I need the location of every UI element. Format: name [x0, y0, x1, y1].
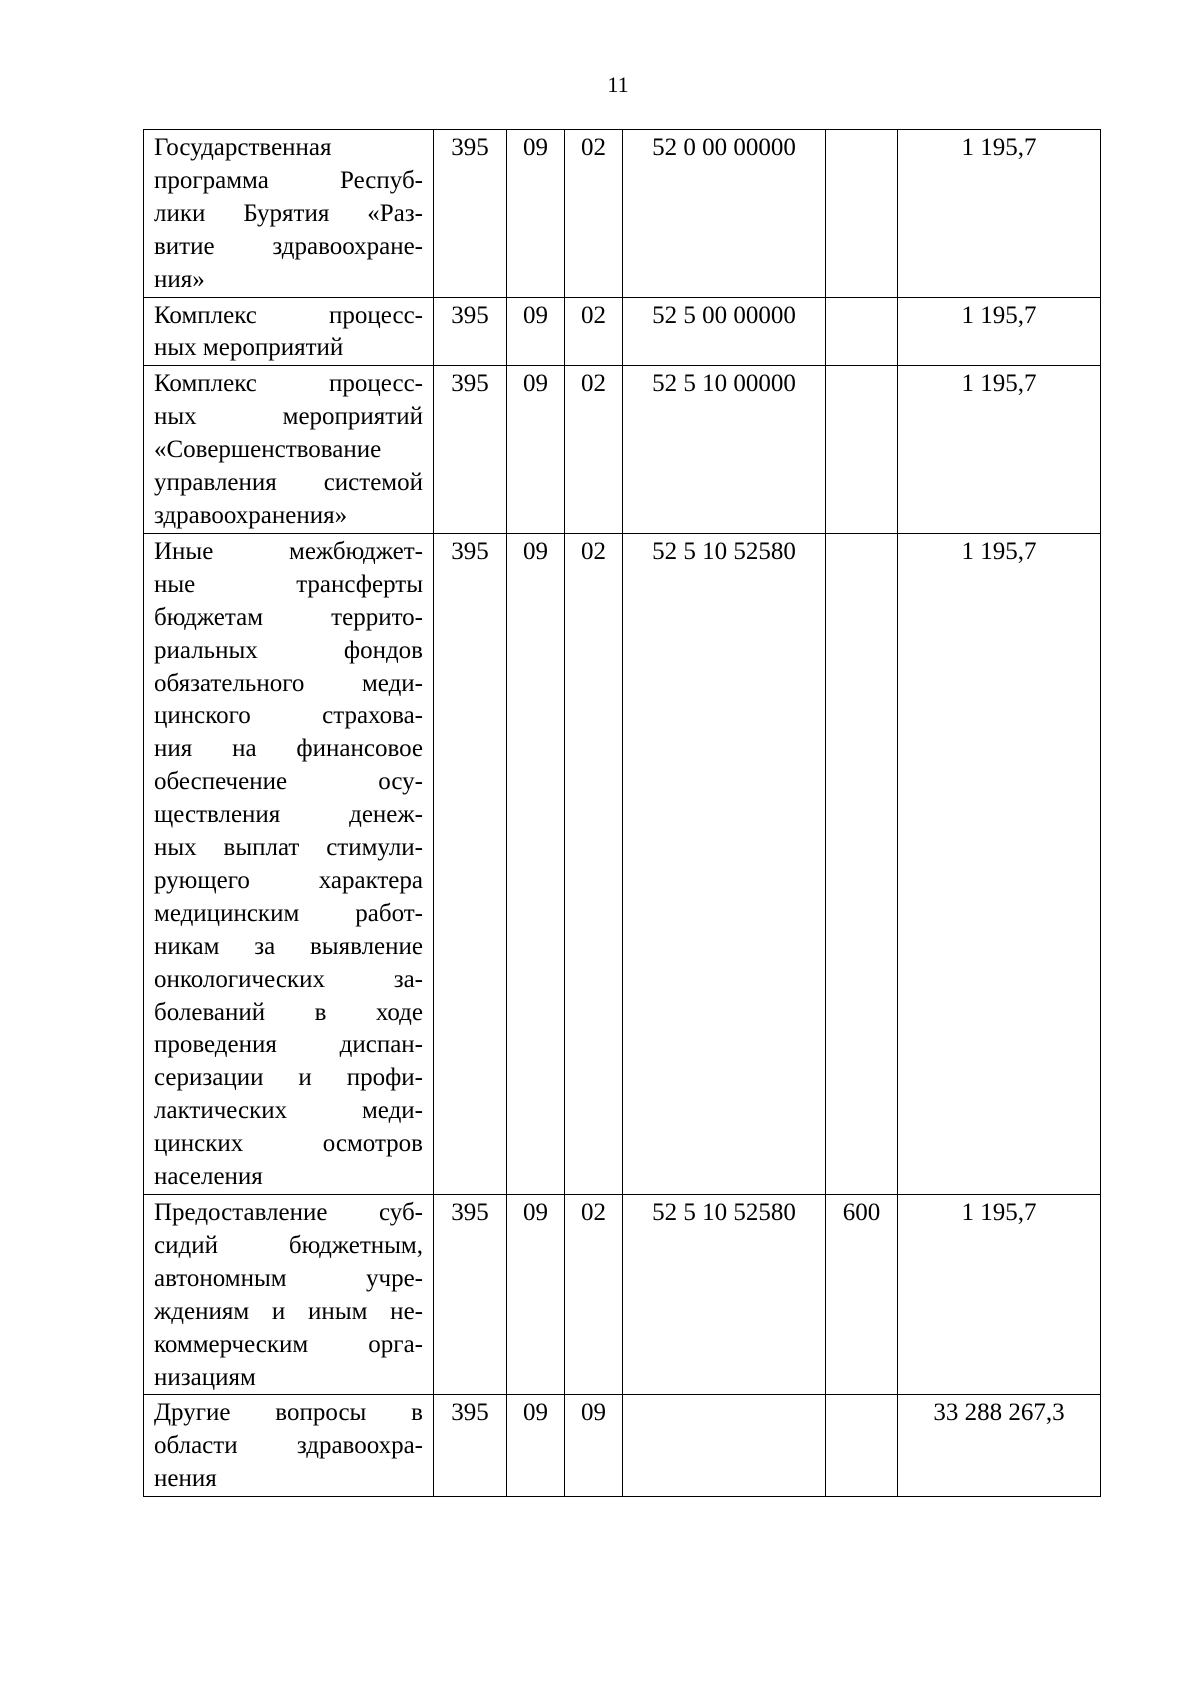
- name-line: автономным учре-: [154, 1264, 423, 1292]
- section-cell: 09: [507, 1195, 565, 1395]
- name-line: онкологических за-: [154, 965, 423, 993]
- section-cell: 09: [507, 130, 565, 298]
- name-line: управления системой: [154, 469, 423, 497]
- name-line: рующего характера: [154, 866, 423, 894]
- target-article-cell: 52 5 00 00000: [623, 297, 826, 366]
- table-row: [144, 130, 1101, 298]
- name-line: серизации и профи-: [154, 1064, 423, 1092]
- table-row: [144, 1395, 1101, 1497]
- name-line: проведения диспан-: [154, 1031, 423, 1059]
- expense-type-cell: [826, 366, 898, 534]
- name-line: Иные межбюджет-: [154, 537, 423, 565]
- section-cell: 09: [507, 533, 565, 1194]
- name-line: ния на финансовое: [154, 735, 423, 763]
- grbs-cell: 395: [434, 366, 507, 534]
- table-row: [144, 297, 1101, 366]
- name-line: ных мероприятий: [154, 403, 423, 431]
- subsection-cell: 02: [565, 1195, 623, 1395]
- expense-type-cell: 600: [826, 1195, 898, 1395]
- amount-cell: 1 195,7: [898, 533, 1101, 1194]
- grbs-cell: 395: [434, 297, 507, 366]
- table-body: [144, 130, 1101, 1497]
- name-line: ществления денеж-: [154, 801, 423, 829]
- name-line: ния»: [154, 265, 205, 293]
- name-line: бюджетам террито-: [154, 603, 423, 631]
- target-article-cell: 52 5 10 52580: [623, 1195, 826, 1395]
- row-name-cell: [144, 366, 434, 534]
- amount-cell: 1 195,7: [898, 1195, 1101, 1395]
- name-line: ждениям и иным не-: [154, 1297, 423, 1325]
- amount-cell: 1 195,7: [898, 130, 1101, 298]
- subsection-cell: 09: [565, 1395, 623, 1497]
- target-article-cell: [623, 1395, 826, 1497]
- name-line: «Совершенствование: [154, 436, 382, 464]
- grbs-cell: 395: [434, 1195, 507, 1395]
- section-cell: 09: [507, 1395, 565, 1497]
- table-row: [144, 1195, 1101, 1395]
- name-line: сидий бюджетным,: [154, 1231, 423, 1259]
- name-line: низациям: [154, 1363, 256, 1391]
- name-line: медицинским работ-: [154, 899, 423, 927]
- name-line: ных выплат стимули-: [154, 834, 423, 862]
- name-line: цинских осмотров: [154, 1130, 423, 1158]
- row-name-cell: [144, 1395, 434, 1497]
- name-line: Другие вопросы в: [154, 1399, 423, 1427]
- row-name-cell: [144, 1195, 434, 1395]
- row-name-cell: [144, 130, 434, 298]
- name-line: Государственная: [154, 134, 332, 161]
- grbs-cell: 395: [434, 1395, 507, 1497]
- target-article-cell: 52 0 00 00000: [623, 130, 826, 298]
- amount-cell: 1 195,7: [898, 297, 1101, 366]
- name-line: ные трансферты: [154, 570, 423, 598]
- name-line: Комплекс процесс-: [154, 370, 423, 398]
- row-name-cell: [144, 297, 434, 366]
- name-line: витие здравоохране-: [154, 232, 423, 260]
- table-row: [144, 533, 1101, 1194]
- name-line: лики Бурятия «Раз-: [154, 199, 423, 227]
- section-cell: 09: [507, 366, 565, 534]
- target-article-cell: 52 5 10 52580: [623, 533, 826, 1194]
- expense-type-cell: [826, 130, 898, 298]
- name-line: обязательного меди-: [154, 669, 423, 697]
- expense-type-cell: [826, 533, 898, 1194]
- row-name-cell: [144, 533, 434, 1194]
- expense-type-cell: [826, 297, 898, 366]
- name-line: Комплекс процесс-: [154, 301, 423, 329]
- name-line: Предоставление суб-: [154, 1199, 423, 1226]
- name-line: нения: [154, 1465, 217, 1493]
- subsection-cell: 02: [565, 297, 623, 366]
- name-line: лактических меди-: [154, 1097, 423, 1125]
- budget-table: [143, 129, 1101, 1497]
- grbs-cell: 395: [434, 533, 507, 1194]
- target-article-cell: 52 5 10 00000: [623, 366, 826, 534]
- name-line: ных мероприятий: [154, 334, 344, 362]
- subsection-cell: 02: [565, 533, 623, 1194]
- table-row: [144, 366, 1101, 534]
- subsection-cell: 02: [565, 130, 623, 298]
- name-line: коммерческим орга-: [154, 1330, 423, 1358]
- name-line: никам за выявление: [154, 932, 423, 960]
- page-number: 11: [607, 72, 629, 97]
- subsection-cell: 02: [565, 366, 623, 534]
- name-line: программа Респуб-: [154, 166, 423, 194]
- name-line: здравоохранения»: [154, 501, 348, 529]
- section-cell: 09: [507, 297, 565, 366]
- grbs-cell: 395: [434, 130, 507, 298]
- amount-cell: 1 195,7: [898, 366, 1101, 534]
- expense-type-cell: [826, 1395, 898, 1497]
- name-line: риальных фондов: [154, 636, 423, 664]
- name-line: цинского страхова-: [154, 702, 423, 730]
- amount-cell: 33 288 267,3: [898, 1395, 1101, 1497]
- name-line: населения: [154, 1163, 263, 1191]
- name-line: обеспечение осу-: [154, 768, 423, 796]
- name-line: болеваний в ходе: [154, 998, 423, 1026]
- name-line: области здравоохра-: [154, 1432, 423, 1460]
